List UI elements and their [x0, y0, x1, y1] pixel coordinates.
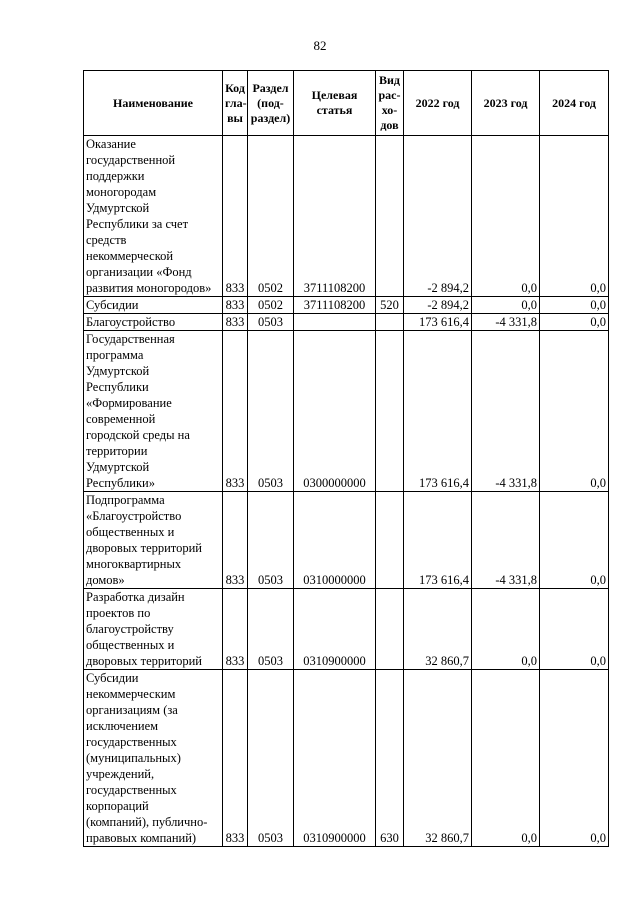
row-2023: 0,0 [472, 136, 540, 297]
row-code: 833 [223, 331, 248, 492]
row-kind [376, 331, 404, 492]
row-target: 3711108200 [294, 297, 376, 314]
table-row [84, 136, 609, 297]
header-2024: 2024 год [540, 71, 609, 136]
row-2022: 173 616,4 [404, 492, 472, 589]
row-target: 0310900000 [294, 589, 376, 670]
budget-table [83, 70, 609, 847]
page-number: 82 [313, 38, 327, 53]
row-2022: -2 894,2 [404, 136, 472, 297]
row-code: 833 [223, 492, 248, 589]
header-2022: 2022 год [404, 71, 472, 136]
row-name: Субсидии [84, 297, 223, 314]
row-name: Государственная программа Удмуртской Республики «Формирование современной городской среды на территории Удмуртской Республики» [84, 331, 223, 492]
row-target: 0310000000 [294, 492, 376, 589]
table-row [84, 331, 609, 492]
row-name: Подпрограмма «Благоустройство общественных и дворовых территорий многоквартирных домов» [84, 492, 223, 589]
row-2023: 0,0 [472, 589, 540, 670]
row-name: Благоустройство [84, 314, 223, 331]
row-2023: -4 331,8 [472, 314, 540, 331]
row-2022: 173 616,4 [404, 331, 472, 492]
row-section: 0503 [248, 589, 294, 670]
row-2023: -4 331,8 [472, 492, 540, 589]
row-2024: 0,0 [540, 136, 609, 297]
header-section: Раздел (под- раздел) [248, 71, 294, 136]
row-kind [376, 314, 404, 331]
row-target [294, 314, 376, 331]
row-code: 833 [223, 136, 248, 297]
row-2022: 173 616,4 [404, 314, 472, 331]
row-code: 833 [223, 670, 248, 847]
row-2024: 0,0 [540, 492, 609, 589]
row-kind [376, 589, 404, 670]
row-kind: 520 [376, 297, 404, 314]
table-row [84, 670, 609, 847]
row-2022: 32 860,7 [404, 589, 472, 670]
row-section: 0503 [248, 670, 294, 847]
table-row [84, 297, 609, 314]
row-target: 0300000000 [294, 331, 376, 492]
header-target: Целевая статья [294, 71, 376, 136]
header-row [84, 71, 609, 136]
row-code: 833 [223, 314, 248, 331]
row-2022: 32 860,7 [404, 670, 472, 847]
row-name: Субсидии некоммерческим организациям (за исключением государственных (муниципальных) учреждений, государственных корпораций (компаний), публично- правовых компаний) [84, 670, 223, 847]
row-kind [376, 136, 404, 297]
row-section: 0503 [248, 331, 294, 492]
row-2024: 0,0 [540, 314, 609, 331]
row-2023: 0,0 [472, 297, 540, 314]
row-2024: 0,0 [540, 297, 609, 314]
row-2023: -4 331,8 [472, 331, 540, 492]
header-2023: 2023 год [472, 71, 540, 136]
row-kind [376, 492, 404, 589]
row-2024: 0,0 [540, 331, 609, 492]
row-section: 0503 [248, 492, 294, 589]
row-section: 0502 [248, 136, 294, 297]
row-target: 3711108200 [294, 136, 376, 297]
table-row [84, 589, 609, 670]
row-2024: 0,0 [540, 670, 609, 847]
row-name: Оказание государственной поддержки моногородам Удмуртской Республики за счет средств некоммерческой организации «Фонд развития моногородов» [84, 136, 223, 297]
row-section: 0502 [248, 297, 294, 314]
row-code: 833 [223, 297, 248, 314]
table-row [84, 314, 609, 331]
header-name: Наименование [84, 71, 223, 136]
row-target: 0310900000 [294, 670, 376, 847]
row-code: 833 [223, 589, 248, 670]
row-kind: 630 [376, 670, 404, 847]
header-code: Код гла- вы [223, 71, 248, 136]
table-row [84, 492, 609, 589]
row-2022: -2 894,2 [404, 297, 472, 314]
row-2024: 0,0 [540, 589, 609, 670]
header-kind: Вид рас- хо- дов [376, 71, 404, 136]
row-name: Разработка дизайн проектов по благоустройству общественных и дворовых территорий [84, 589, 223, 670]
row-2023: 0,0 [472, 670, 540, 847]
row-section: 0503 [248, 314, 294, 331]
